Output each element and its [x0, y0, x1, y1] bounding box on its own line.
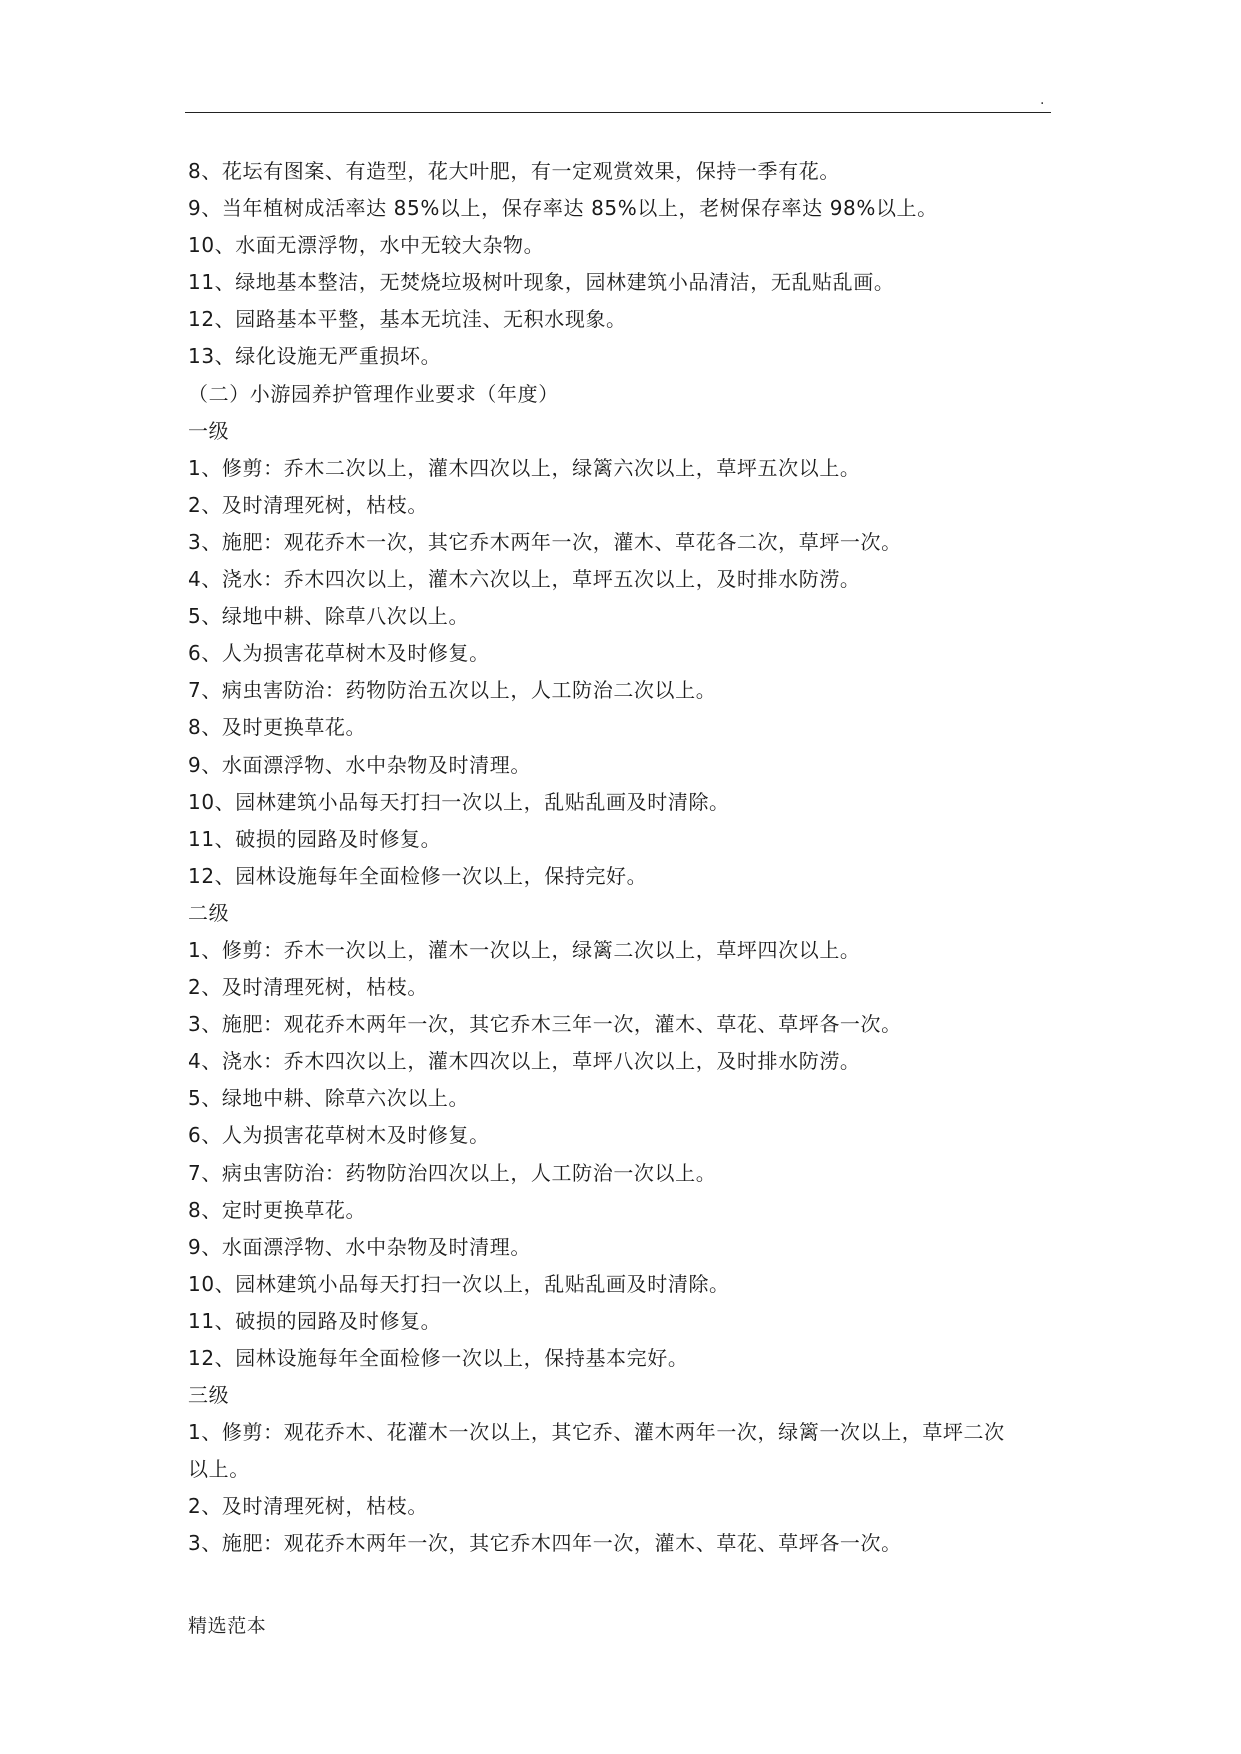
list-item: 12、园林设施每年全面检修一次以上，保持基本完好。: [188, 1346, 689, 1370]
section-heading: （二）小游园养护管理作业要求（年度）: [188, 381, 559, 406]
header-mark: .: [1040, 92, 1045, 108]
list-item: 5、绿地中耕、除草八次以上。: [188, 604, 470, 629]
list-item-continuation: 以上。: [188, 1457, 250, 1482]
list-item-12-garden-path: 12、园路基本平整，基本无坑洼、无积水现象。: [188, 307, 627, 332]
grade-heading-2: 二级: [188, 900, 230, 925]
list-item: 3、施肥：观花乔木两年一次，其它乔木四年一次，灌木、草花、草坪各一次。: [188, 1531, 902, 1556]
list-item: 8、及时更换草花。: [188, 715, 367, 740]
list-item: 11、破损的园路及时修复。: [188, 826, 442, 851]
page-footer: 精选范本: [188, 1615, 267, 1637]
list-item: 2、及时清理死树，枯枝。: [188, 1494, 428, 1519]
grade-heading-1: 一级: [188, 418, 230, 443]
list-item: 4、浇水：乔木四次以上，灌木六次以上，草坪五次以上，及时排水防涝。: [188, 567, 861, 592]
list-item: 12、园林设施每年全面检修一次以上，保持完好。: [188, 863, 648, 888]
list-item: 4、浇水：乔木四次以上，灌木四次以上，草坪八次以上，及时排水防涝。: [188, 1049, 861, 1074]
grade-heading-3: 三级: [188, 1383, 230, 1408]
list-item: 3、施肥：观花乔木两年一次，其它乔木三年一次，灌木、草花、草坪各一次。: [188, 1012, 902, 1037]
list-item: 5、绿地中耕、除草六次以上。: [188, 1086, 470, 1111]
list-item: 3、施肥：观花乔木一次，其它乔木两年一次，灌木、草花各二次，草坪一次。: [188, 529, 902, 554]
list-item: 7、病虫害防治：药物防治五次以上，人工防治二次以上。: [188, 678, 717, 703]
list-item: 2、及时清理死树，枯枝。: [188, 975, 428, 1000]
list-item: 10、园林建筑小品每天打扫一次以上，乱贴乱画及时清除。: [188, 789, 730, 814]
list-item: 9、水面漂浮物、水中杂物及时清理。: [188, 1234, 531, 1259]
list-item: 1、修剪：乔木二次以上，灌木四次以上，绿篱六次以上，草坪五次以上。: [188, 455, 861, 480]
document-body: [188, 153, 1050, 1563]
list-item: 8、定时更换草花。: [188, 1197, 367, 1222]
list-item: 6、人为损害花草树木及时修复。: [188, 641, 490, 666]
list-item: 6、人为损害花草树木及时修复。: [188, 1123, 490, 1148]
list-item-11-green-cleanliness: 11、绿地基本整洁，无焚烧垃圾树叶现象，园林建筑小品清洁，无乱贴乱画。: [188, 270, 895, 295]
list-item: 1、修剪：乔木一次以上，灌木一次以上，绿篱二次以上，草坪四次以上。: [188, 937, 861, 962]
list-item: 11、破损的园路及时修复。: [188, 1308, 442, 1333]
list-item: 2、及时清理死树，枯枝。: [188, 492, 428, 517]
list-item: 9、水面漂浮物、水中杂物及时清理。: [188, 752, 531, 777]
list-item: 7、病虫害防治：药物防治四次以上，人工防治一次以上。: [188, 1160, 717, 1185]
header-rule: [185, 112, 1051, 113]
list-item: 10、园林建筑小品每天打扫一次以上，乱贴乱画及时清除。: [188, 1271, 730, 1296]
list-item-13-facilities: 13、绿化设施无严重损坏。: [188, 344, 442, 369]
list-item-8-flowerbed: 8、花坛有图案、有造型，花大叶肥，有一定观赏效果，保持一季有花。: [188, 159, 840, 183]
list-item-10-water-surface: 10、水面无漂浮物，水中无较大杂物。: [188, 233, 545, 258]
list-item-9-survival-rate: 9、当年植树成活率达 85%以上，保存率达 85%以上，老树保存率达 98%以上。: [188, 196, 938, 221]
list-item: 1、修剪：观花乔木、花灌木一次以上，其它乔、灌木两年一次，绿篱一次以上，草坪二次: [188, 1420, 1005, 1445]
